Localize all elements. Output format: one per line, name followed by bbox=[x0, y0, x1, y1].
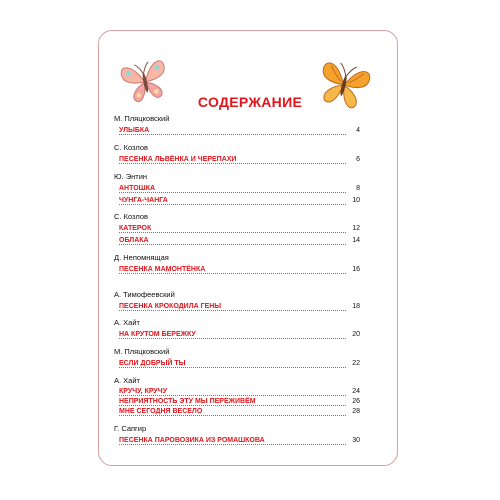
author-name: А. Тимофеевский bbox=[114, 290, 175, 299]
dot-leader bbox=[119, 204, 346, 205]
author-name: С. Козлов bbox=[114, 143, 149, 152]
item-title: НА КРУТОМ БЕРЕЖКУ bbox=[119, 331, 196, 338]
item-title: ЧУНГА-ЧАНГА bbox=[119, 197, 168, 204]
author-name: Ю. Энтин bbox=[114, 172, 148, 181]
toc-item[interactable] bbox=[119, 360, 360, 370]
toc-item[interactable] bbox=[119, 408, 360, 418]
dot-leader bbox=[119, 192, 346, 193]
page-number: 20 bbox=[352, 331, 360, 338]
page-number: 24 bbox=[352, 388, 360, 395]
toc-item[interactable] bbox=[119, 225, 360, 235]
toc-item[interactable] bbox=[119, 197, 360, 207]
dot-leader bbox=[119, 415, 346, 416]
toc-item[interactable] bbox=[119, 185, 360, 195]
toc-item[interactable] bbox=[119, 127, 360, 137]
item-title: НЕПРИЯТНОСТЬ ЭТУ МЫ ПЕРЕЖИВЁМ bbox=[119, 398, 256, 405]
item-title: ПЕСЕНКА ЛЬВЁНКА И ЧЕРЕПАХИ bbox=[119, 156, 237, 163]
page-number: 10 bbox=[352, 197, 360, 204]
dot-leader bbox=[119, 395, 346, 396]
item-title: ПЕСЕНКА КРОКОДИЛА ГЕНЫ bbox=[119, 303, 222, 310]
author-name: Д. Непомнящая bbox=[114, 253, 169, 262]
toc-item[interactable] bbox=[119, 237, 360, 247]
item-title: МНЕ СЕГОДНЯ ВЕСЕЛО bbox=[119, 408, 203, 415]
dot-leader bbox=[119, 232, 346, 233]
page-number: 26 bbox=[352, 398, 360, 405]
page-number: 28 bbox=[352, 408, 360, 415]
page-number: 4 bbox=[356, 127, 360, 134]
item-title: ОБЛАКА bbox=[119, 237, 149, 244]
toc-item[interactable] bbox=[119, 437, 360, 447]
page-number: 14 bbox=[352, 237, 360, 244]
page-number: 30 bbox=[352, 437, 360, 444]
author-name: А. Хайт bbox=[114, 376, 140, 385]
page-number: 8 bbox=[356, 185, 360, 192]
page-title: СОДЕРЖАНИЕ bbox=[197, 94, 303, 110]
toc-item[interactable] bbox=[119, 331, 360, 341]
author-name: М. Пляцковский bbox=[114, 114, 170, 123]
toc-item[interactable] bbox=[119, 266, 360, 276]
page-number: 22 bbox=[352, 360, 360, 367]
item-title: АНТОШКА bbox=[119, 185, 156, 192]
dot-leader bbox=[119, 367, 346, 368]
item-title: УЛЫБКА bbox=[119, 127, 150, 134]
dot-leader bbox=[119, 338, 346, 339]
item-title: ПЕСЕНКА ПАРОВОЗИКА ИЗ РОМАШКОВА bbox=[119, 437, 265, 444]
page-number: 12 bbox=[352, 225, 360, 232]
dot-leader bbox=[119, 163, 346, 164]
author-name: С. Козлов bbox=[114, 212, 149, 221]
page-number: 16 bbox=[352, 266, 360, 273]
item-title: ПЕСЕНКА МАМОНТЁНКА bbox=[119, 266, 206, 273]
dot-leader bbox=[119, 310, 346, 311]
author-name: М. Пляцковский bbox=[114, 347, 170, 356]
item-title: ЕСЛИ ДОБРЫЙ ТЫ bbox=[119, 360, 186, 367]
toc-item[interactable] bbox=[119, 388, 360, 398]
dot-leader bbox=[119, 273, 346, 274]
page-number: 6 bbox=[356, 156, 360, 163]
item-title: КРУЧУ, КРУЧУ bbox=[119, 388, 168, 395]
item-title: КАТЕРОК bbox=[119, 225, 152, 232]
dot-leader bbox=[119, 134, 346, 135]
author-name: Г. Сапгир bbox=[114, 424, 147, 433]
toc-item[interactable] bbox=[119, 303, 360, 313]
dot-leader bbox=[119, 244, 346, 245]
dot-leader bbox=[119, 405, 346, 406]
dot-leader bbox=[119, 444, 346, 445]
toc-item[interactable] bbox=[119, 398, 360, 408]
toc-item[interactable] bbox=[119, 156, 360, 166]
author-name: А. Хайт bbox=[114, 318, 140, 327]
page-number: 18 bbox=[352, 303, 360, 310]
